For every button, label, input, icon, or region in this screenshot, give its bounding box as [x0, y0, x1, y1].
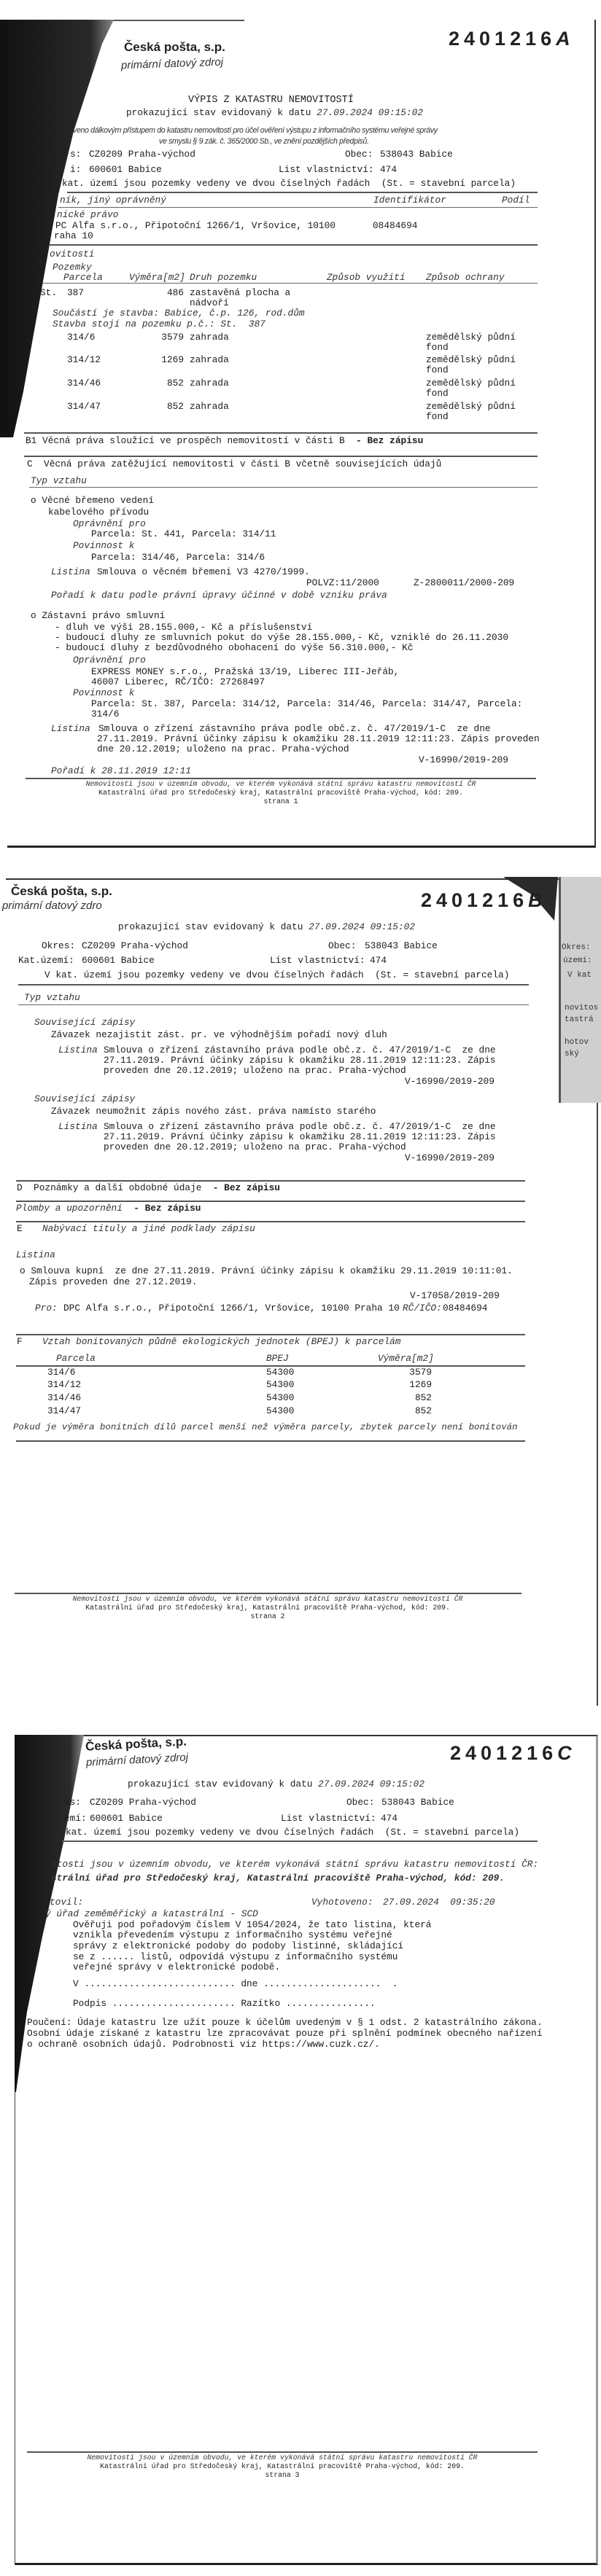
notice-line-2: ve smyslu § 9 zák. č. 365/2000 Sb., ve znění pozdějších předpisů. [159, 137, 369, 146]
katuzemi-label: i: [70, 164, 82, 175]
stamp-suffix: B [528, 889, 543, 911]
deed-ref: V-16990/2019-209 [405, 1152, 495, 1163]
edge-fragment: novitos [565, 1004, 599, 1012]
document-stamp [450, 1742, 572, 1764]
bpej: 54300 [266, 1367, 295, 1378]
col-type: Typ vztahu [24, 992, 80, 1003]
druh: zahrada [190, 332, 229, 343]
status-prefix: prokazující stav evidovaný k datu [118, 921, 309, 932]
legal-notice: Poučení: Údaje katastru lze užít pouze k účelům uvedeným v § 1 odst. 2 katastrálního zákona. [27, 2017, 543, 2028]
signature-line: Podpis ...................... Razítko ................ [73, 1998, 376, 2009]
footer-line-2: Katastrální úřad pro Středočeský kraj, Katastrální pracoviště Praha-východ, kód: 209. [98, 789, 463, 797]
deed-text: proveden dne 20.12.2019; uloženo na prac. Praha-východ [104, 1141, 406, 1152]
vymera: 486 [166, 287, 184, 298]
status-line [128, 1779, 424, 1789]
vymera: 1269 [409, 1379, 432, 1390]
verification-text: se z ...... listů, odpovídá výstupu z informačního systému [73, 1951, 398, 1962]
page-number: strana 3 [265, 2471, 300, 2479]
place-date-line: V ........................... dne ..................... . [73, 1978, 398, 1989]
brand-source: primární datový zdroj [120, 55, 224, 72]
section-f-letter: F [17, 1336, 23, 1347]
col-identifier: Identifikátor [373, 195, 446, 206]
lien-obligation-label: Povinnost k [73, 687, 135, 698]
document-stamp [449, 28, 570, 50]
obec-value: 538043 Babice [381, 1797, 454, 1808]
lien-debt: - dluh ve výši 28.155.000,- Kč a příslušenství [55, 622, 313, 633]
divider [58, 207, 538, 208]
footer-line-1: Nemovitosti jsou v územním obvodu, ve kterém vykonává státní správu katastru nemovitostí ČR [85, 780, 476, 788]
druh: zahrada [190, 354, 229, 365]
bpej: 54300 [266, 1379, 295, 1390]
col-parcela: Parcela [56, 1353, 96, 1364]
section-b-title: ovitosti [50, 249, 95, 259]
easement-obligation-label: Povinnost k [73, 540, 135, 551]
ochrana: zemědělský půdní [426, 332, 516, 343]
col-parcela: Parcela [63, 272, 103, 283]
section-e-ref: V-17058/2019-209 [410, 1290, 500, 1301]
lv-value: 474 [380, 164, 398, 175]
footer-line-1: Nemovitosti jsou v územním obvodu, ve kterém vykonává státní správu katastru nemovitostí ČR [72, 1595, 463, 1603]
document-title: VÝPIS Z KATASTRU NEMOVITOSTÍ [188, 95, 354, 106]
issued-value: 27.09.2024 09:35:20 [383, 1897, 495, 1908]
easement-deed: Smlouva o věcném břemeni V3 4270/1999. [97, 566, 310, 577]
col-share: Podíl [502, 195, 530, 206]
col-ochrana: Způsob ochrany [426, 272, 505, 283]
related-label: Související zápisy [34, 1093, 136, 1104]
plomby-title: Plomby a upozornění [16, 1203, 134, 1214]
col-druh: Druh pozemku [190, 272, 257, 283]
col-vymera: Výměra[m2] [129, 272, 185, 283]
okres-label: s: [70, 149, 82, 160]
lien-debt: - budoucí dluhy z bezdůvodného obohacení do výše 56.310.000,- Kč [55, 642, 414, 653]
verification-text: správy z elektronické podoby do podoby listinné, skládající [73, 1940, 404, 1951]
page-number: strana 1 [263, 797, 298, 805]
easement-title-2: kabelového přívodu [48, 507, 150, 518]
lien-beneficiary: 46007 Liberec, RČ/IČO: 27268497 [91, 676, 265, 687]
verification-text: veřejné správy v elektronické podobě. [73, 1962, 281, 1972]
page-number: strana 2 [250, 1612, 285, 1620]
brand-name: Česká pošta, s.p. [11, 884, 112, 898]
brand-source: primární datový zdroj [85, 1751, 189, 1769]
col-bpej: BPEJ [266, 1353, 289, 1364]
easement-title: o Věcné břemeno vedení [31, 495, 154, 506]
legal-notice: Osobní údaje získané z katastru lze zpracovávat pouze při splnění podmínek obecného nařízení [27, 2028, 543, 2039]
owner-id: 08484694 [373, 220, 418, 231]
col-vymera: Výměra[m2] [378, 1353, 434, 1364]
divider [42, 283, 538, 284]
easement-beneficiary: Parcela: St. 441, Parcela: 314/11 [91, 528, 276, 539]
brand-source: primární datový zdro [2, 899, 102, 912]
document-stamp [421, 889, 543, 911]
parcela: 314/6 [67, 332, 96, 343]
lien-deed: 27.11.2019. Právní účinky zápisu k okamžiku 28.11.2019 12:11:23. Zápis proveden [97, 733, 540, 744]
katuzemi-label: Kat.území: [18, 955, 74, 966]
obec-value: 538043 Babice [380, 149, 453, 160]
footer-divider [27, 2451, 538, 2453]
footer-divider [26, 778, 536, 779]
vymera: 3579 [409, 1367, 432, 1378]
divider [29, 487, 538, 488]
col-vyuziti: Způsob využití [327, 272, 406, 283]
issued-label: Vyhotoveno: [311, 1897, 373, 1908]
stamp-number: 2401216 [421, 889, 529, 911]
verification-text: Ověřuji pod pořadovým číslem V 1054/2024, že tato listina, která [73, 1919, 432, 1930]
footer-line-2: Katastrální úřad pro Středočeský kraj, Katastrální pracoviště Praha-východ, kód: 209. [85, 1604, 450, 1612]
parcela: 314/47 [47, 1405, 82, 1416]
katuzemi-value: 600601 Babice [82, 955, 155, 966]
deed-ref: V-16990/2019-209 [405, 1076, 495, 1087]
stamp-suffix: A [556, 28, 570, 50]
lien-debt: - budoucí dluhy ze smluvních pokut do výše 28.155.000,- Kč, vzniklé do 26.11.2030 [55, 632, 509, 643]
section-b1-status: - Bez zápisu [356, 435, 424, 446]
divider [67, 192, 538, 193]
ochrana: zemědělský půdní [426, 354, 516, 365]
obec-label: Obec: [328, 940, 357, 951]
office-line-2: strální úřad pro Středočeský kraj, Katastrální pracoviště Praha-východ, kód: 209. [51, 1873, 505, 1884]
status-line [126, 108, 423, 118]
divider [62, 1841, 538, 1842]
okres-value: CZ0209 Praha-východ [82, 940, 188, 951]
brand-name: Česká pošta, s.p. [124, 40, 225, 54]
parcela: 314/12 [67, 354, 101, 365]
section-d-status: - Bez zápisu [212, 1182, 280, 1193]
lv-value: 474 [381, 1813, 398, 1824]
lien-obligation: Parcela: St. 387, Parcela: 314/12, Parcela: 314/46, Parcela: 314/47, Parcela: [91, 698, 523, 709]
series-note: V kat. území jsou pozemky vedeny ve dvou číselných řadách (St. = stavební parcela) [44, 969, 510, 980]
lien-beneficiary-label: Oprávnění pro [73, 655, 146, 666]
vymera: 3579 [161, 332, 184, 343]
owner-line-1: PC Alfa s.r.o., Připotoční 1266/1, Vršovice, 10100 [55, 220, 336, 231]
edge-fragment: tastrá [565, 1015, 594, 1024]
vymera: 852 [166, 378, 184, 389]
katuzemi-value: 600601 Babice [90, 1813, 163, 1824]
lien-deed: dne 20.12.2019; uloženo na prac. Praha-východ [97, 743, 349, 754]
parcela: 314/47 [67, 401, 101, 412]
building-part-text: Součástí je stavba: Babice, č.p. 126, rod.dům [53, 308, 305, 319]
issued-by-label: tovil: [50, 1897, 84, 1908]
section-e-letter: E [17, 1223, 23, 1234]
ochrana: fond [426, 364, 449, 375]
lv-label: List vlastnictví: [281, 1813, 376, 1824]
notice-line-1: veno dálkovým přístupem do katastru nemovitostí pro účel ověření výstupu z informačního systému veřejné správy [73, 126, 438, 135]
lv-label: List vlastnictví: [270, 955, 365, 966]
lien-title: o Zástavní právo smluvní [31, 610, 166, 621]
footer-line-2: Katastrální úřad pro Středočeský kraj, Katastrální pracoviště Praha-východ, kód: 209. [100, 2462, 465, 2470]
deed-text: Smlouva o zřízení zástavního práva podle obč.z. č. 47/2019/1-C ze dne [104, 1121, 496, 1132]
divider [24, 456, 538, 457]
easement-ref: POLVZ:11/2000 [306, 577, 379, 588]
ochrana: fond [426, 411, 449, 422]
bpej: 54300 [266, 1405, 295, 1416]
stamp-number: 2401216 [449, 28, 557, 50]
easement-obligation: Parcela: 314/46, Parcela: 314/6 [91, 552, 265, 563]
divider [18, 1004, 529, 1005]
section-e-title: Nabývací tituly a jiné podklady zápisu [42, 1223, 255, 1234]
col-owner: ník, jiný oprávněný [60, 195, 166, 206]
vymera: 852 [414, 1392, 432, 1403]
deed-text: Smlouva o zřízení zástavního práva podle obč.z. č. 47/2019/1-C ze dne [104, 1045, 496, 1055]
edge-fragment: ský [565, 1050, 579, 1058]
section-b-subtitle: Pozemky [53, 262, 92, 273]
legal-notice: o ochraně osobních údajů. Podrobnosti viz https://www.cuzk.cz/. [27, 2039, 380, 2050]
st-prefix: St. [40, 287, 58, 298]
section-f-note: Pokud je výměra bonitních dílů parcel menší než výměra parcely, zbytek parcely není bonitován [13, 1422, 518, 1432]
section-e-deed: Zápis proveden dne 27.12.2019. [29, 1276, 198, 1287]
col-type: Typ vztahu [31, 475, 87, 486]
status-prefix: prokazující stav evidovaný k datu [128, 1779, 319, 1789]
plomby-status: - Bez zápisu [133, 1203, 201, 1214]
obec-value: 538043 Babice [365, 940, 438, 951]
edge-fragment: Okres: [562, 943, 591, 952]
office-line-1: itosti jsou v územním obvodu, ve kterém vykonává státní správu katastru nemovitostí ČR: [51, 1859, 539, 1870]
building-location: Stavba stojí na pozemku p.č.: St. 387 [53, 319, 265, 329]
lien-deed: Smlouva o zřízení zástavního práva podle obč.z. č. 47/2019/1-C ze dne [98, 723, 491, 734]
lien-beneficiary: EXPRESS MONEY s.r.o., Pražská 13/19, Liberec III-Jeřáb, [91, 666, 400, 677]
section-e-rc: 08484694 [443, 1303, 488, 1314]
bpej: 54300 [266, 1392, 295, 1403]
deed-text: 27.11.2019. Právní účinky zápisu k okamžiku 28.11.2019 12:11:23. Zápis [104, 1055, 496, 1066]
status-prefix: prokazující stav evidovaný k datu [126, 107, 317, 118]
deed-label: Listina [58, 1121, 98, 1132]
issuer: ý úřad zeměměřický a katastrální - SCD [45, 1908, 258, 1919]
vymera: 852 [166, 401, 184, 412]
status-date: 27.09.2024 09:15:02 [309, 921, 416, 932]
katuzemi-label: emí: [64, 1813, 87, 1824]
status-date: 27.09.2024 09:15:02 [317, 107, 424, 118]
parcela: 314/46 [47, 1392, 82, 1403]
obec-label: Obec: [345, 149, 373, 160]
edge-fragment: hotov [565, 1038, 589, 1047]
obec-label: Obec: [346, 1797, 375, 1808]
section-e-deed-label: Listina [16, 1249, 55, 1260]
easement-deed-label: Listina [51, 566, 90, 577]
druh: zastavěná plocha a [190, 287, 291, 298]
divider [50, 244, 538, 246]
related-label: Související zápisy [34, 1017, 136, 1028]
section-e-rc-label: RČ/IČO: [403, 1303, 442, 1314]
parcela: 387 [67, 287, 85, 298]
section-e-for: DPC Alfa s.r.o., Připotoční 1266/1, Vršovice, 10100 Praha 10 [63, 1303, 400, 1314]
footer-line-1: Nemovitosti jsou v územním obvodu, ve kterém vykonává státní správu katastru nemovitostí ČR [87, 2454, 478, 2462]
easement-order: Pořadí k datu podle právní úpravy účinné v době vzniku práva [51, 590, 387, 601]
vymera: 852 [414, 1405, 432, 1416]
section-b1-title: B1 Věcná práva sloužící ve prospěch nemovitostí v části B [26, 435, 357, 446]
lv-label: List vlastnictví: [279, 164, 374, 175]
druh: nádvoří [190, 297, 229, 308]
lien-order: Pořadí k 28.11.2019 12:11 [51, 765, 191, 776]
lien-ref: V-16990/2019-209 [419, 754, 508, 765]
lv-value: 474 [370, 955, 387, 966]
vymera: 1269 [161, 354, 184, 365]
lien-obligation: 314/6 [91, 709, 120, 719]
deed-label: Listina [58, 1045, 98, 1055]
status-line [118, 922, 415, 932]
okres-label: es: [64, 1797, 82, 1808]
section-e-deed: o Smlouva kupní ze dne 27.11.2019. Právní účinky zápisu k okamžiku 29.11.2019 10:11:01. [20, 1265, 513, 1276]
status-date: 27.09.2024 09:15:02 [318, 1779, 425, 1789]
ochrana: zemědělský půdní [426, 401, 516, 412]
ochrana: fond [426, 388, 449, 399]
lien-deed-label: Listina [51, 723, 90, 734]
edge-fragment: území: [563, 956, 592, 965]
related-title: Závazek neumožnit zápis nového zást. práva namísto starého [51, 1106, 376, 1117]
deed-text: proveden dne 20.12.2019; uloženo na prac. Praha-východ [104, 1065, 406, 1076]
stamp-suffix: C [557, 1742, 572, 1764]
series-note: kat. území jsou pozemky vedeny ve dvou číselných řadách (St. = stavební parcela) [62, 178, 516, 189]
edge-fragment: V kat [567, 971, 592, 980]
druh: zahrada [190, 401, 229, 412]
parcela: 314/12 [47, 1379, 82, 1390]
easement-ref-2: Z-2800011/2000-209 [414, 577, 515, 588]
owner-line-2: raha 10 [54, 230, 93, 241]
section-d-title: D Poznámky a další obdobné údaje [17, 1182, 213, 1193]
section-e-for-label: Pro: [35, 1303, 58, 1314]
brand-name: Česká pošta, s.p. [85, 1734, 187, 1754]
right-type: nické právo [57, 209, 119, 220]
parcela: 314/46 [67, 378, 101, 389]
page-3-scan-shadow [0, 0, 95, 2576]
series-note: kat. území jsou pozemky vedeny ve dvou číselných řadách (St. = stavební parcela) [66, 1827, 520, 1838]
section-f-title: Vztah bonitovaných půdně ekologických jednotek (BPEJ) k parcelám [42, 1336, 401, 1347]
druh: zahrada [190, 378, 229, 389]
parcela: 314/6 [47, 1367, 76, 1378]
easement-beneficiary-label: Oprávnění pro [73, 518, 146, 529]
divider [18, 984, 529, 985]
okres-label: Okres: [42, 940, 76, 951]
okres-value: CZ0209 Praha-východ [89, 149, 195, 160]
ochrana: fond [426, 342, 449, 353]
ochrana: zemědělský půdní [426, 378, 516, 389]
divider [24, 432, 538, 434]
verification-text: vznikla převedením výstupu z informačního systému veřejné [73, 1929, 392, 1940]
okres-value: CZ0209 Praha-východ [90, 1797, 196, 1808]
section-c-title: C Věcná práva zatěžující nemovitosti v části B včetně souvisejících údajů [27, 458, 442, 469]
deed-text: 27.11.2019. Právní účinky zápisu k okamžiku 28.11.2019 12:11:23. Zápis [104, 1131, 496, 1142]
related-title: Závazek nezajistit zást. pr. ve výhodnějším pořadí nový dluh [51, 1029, 387, 1040]
katuzemi-value: 600601 Babice [89, 164, 162, 175]
stamp-number: 2401216 [450, 1742, 558, 1764]
